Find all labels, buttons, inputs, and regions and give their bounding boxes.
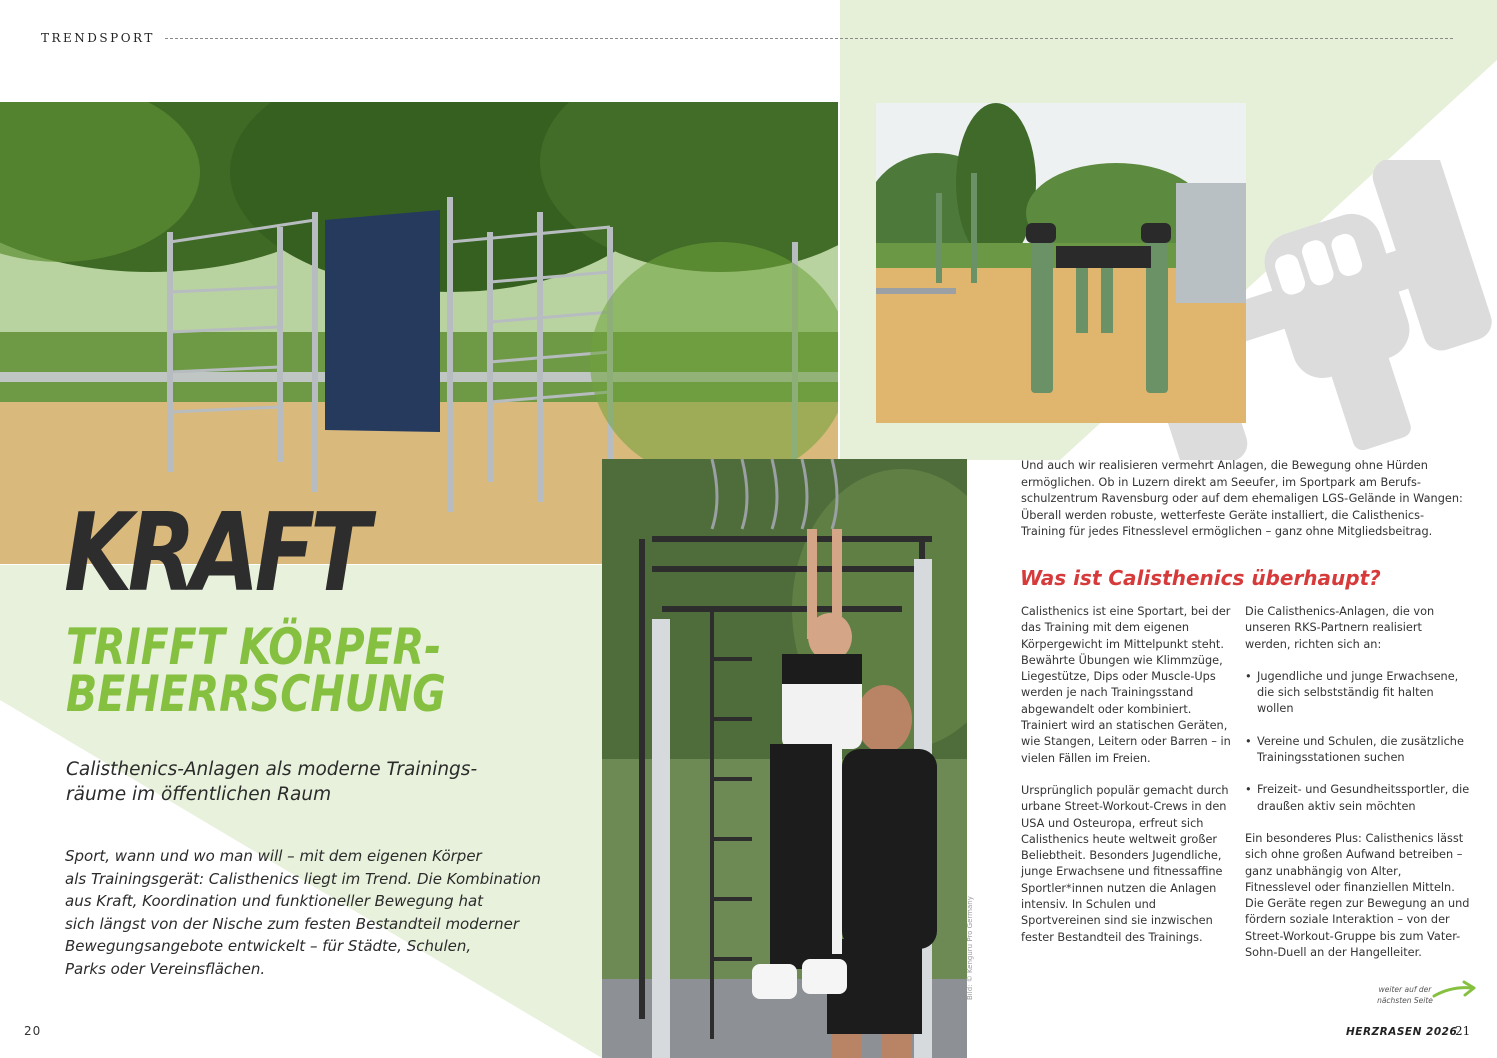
photo-green-equipment bbox=[876, 103, 1246, 423]
continue-line-2: nächsten Seite bbox=[1377, 996, 1433, 1005]
deck-line-2: räume im öffentlichen Raum bbox=[66, 784, 332, 805]
lead-line: ermöglichen. Ob in Luzern direkt am Seeufer, im Sportpark am Berufs- bbox=[1021, 475, 1421, 489]
arrow-right-icon bbox=[1432, 978, 1480, 1002]
list-item-text: Jugendliche und junge Erwachsene, die sich selbstständig fit halten wollen bbox=[1257, 669, 1459, 716]
page-number-left: 20 bbox=[24, 1024, 42, 1038]
list-item-text: Vereine und Schulen, die zusätzliche Trainingsstationen suchen bbox=[1257, 734, 1464, 765]
lead-line: Und auch wir realisieren vermehrt Anlagen, die Bewegung ohne Hürden bbox=[1021, 459, 1428, 472]
list-item-text: Freizeit- und Gesundheitssportler, die draußen aktiv sein möchten bbox=[1257, 783, 1470, 813]
list-item bbox=[1245, 669, 1470, 718]
subtitle-line-1: TRIFFT KÖRPER- bbox=[66, 618, 442, 676]
body-paragraph: Ursprünglich populär gemacht durch urbane Street-Workout-Crews in den USA und Osteuropa, erfreut sich Calisthenics heute weltweit großer Beliebtheit. Besonders Jugendliche, junge Erwachsene und fitnessaffine Sportler*innen nutzen die Anlagen intensiv. In Schulen und Sportvereinen sind sie inzwischen fester Bestandteil des Trainings. bbox=[1021, 783, 1229, 944]
intro-line: Parks oder Vereinsflächen. bbox=[65, 959, 266, 978]
intro-line: Sport, wann und wo man will – mit dem eigenen Körper bbox=[65, 847, 482, 865]
body-paragraph: Calisthenics ist eine Sportart, bei der das Training mit dem eigenen Körpergewicht im Mittelpunkt steht. Bewährte Übungen wie Klimmzüge, Liegestütze, Dips oder Muscle-Ups werden je nach Trainingsstand abgewandelt oder kombiniert. Trainiert wird an statischen Geräten, wie Stangen, Leitern oder Barren – in vielen Fällen im Freien. bbox=[1021, 605, 1231, 765]
intro-line: als Trainingsgerät: Calisthenics liegt im Trend. Die Kombination bbox=[65, 869, 541, 888]
section-label: TRENDSPORT bbox=[41, 31, 155, 45]
intro-line: aus Kraft, Koordination und funktioneller Bewegung hat bbox=[65, 892, 484, 910]
bullet-icon: • bbox=[1245, 669, 1252, 683]
deck-line-1: Calisthenics-Anlagen als moderne Trainings- bbox=[66, 759, 478, 780]
intro-line: sich längst von der Nische zum festen Bestandteil moderner bbox=[65, 914, 520, 933]
deck bbox=[66, 757, 496, 807]
subtitle-line-2: BEHERRSCHUNG bbox=[66, 665, 446, 723]
lead-paragraph bbox=[1021, 458, 1471, 541]
header-divider bbox=[165, 38, 1453, 39]
bullet-icon: • bbox=[1245, 783, 1252, 797]
bullet-icon: • bbox=[1245, 734, 1252, 748]
body-paragraph: Die Calisthenics-Anlagen, die von unseren RKS-Partnern realisiert werden, richten sich an: bbox=[1245, 605, 1435, 651]
intro-line: Bewegungsangebote entwickelt – für Städte, Schulen, bbox=[65, 937, 472, 955]
body-paragraph: Ein besonderes Plus: Calisthenics lässt sich ohne großen Aufwand betreiben – ganz unabhängig von Alter, Fitnesslevel oder finanziellen Mitteln. Die Geräte regen zur Bewegung an und fördern soziale Interaktion – von der Street-Workout-Gruppe bis zum Vater-Sohn-Duell an der Hangelleiter. bbox=[1245, 831, 1470, 960]
list-item bbox=[1245, 734, 1470, 767]
body-column-1 bbox=[1021, 604, 1236, 962]
lead-line: Training für jedes Fitnesslevel ermöglichen – ganz ohne Mitgliedsbeitrag. bbox=[1021, 525, 1433, 538]
lead-line: schulzentrum Ravensburg oder auf dem ehemaligen LGS-Gelände in Wangen: bbox=[1021, 492, 1463, 505]
magazine-name: HERZRASEN 2026 bbox=[1346, 1026, 1458, 1038]
lead-line: Überall werden robuste, wetterfeste Geräte installiert, die Calisthenics- bbox=[1021, 508, 1425, 522]
photo-father-son bbox=[602, 459, 967, 1058]
intro-paragraph bbox=[65, 845, 545, 980]
section-heading: Was ist Calisthenics überhaupt? bbox=[1020, 566, 1381, 590]
page-number-right: 21 bbox=[1455, 1024, 1471, 1038]
body-column-2 bbox=[1245, 604, 1470, 977]
headline-title: KRAFT bbox=[64, 491, 366, 616]
photo-credit: Bild: © Kenguru Pro Germany bbox=[966, 896, 974, 1000]
continue-line-1: weiter auf der bbox=[1378, 985, 1432, 994]
headline-subtitle bbox=[66, 618, 446, 723]
list-item bbox=[1245, 782, 1470, 815]
